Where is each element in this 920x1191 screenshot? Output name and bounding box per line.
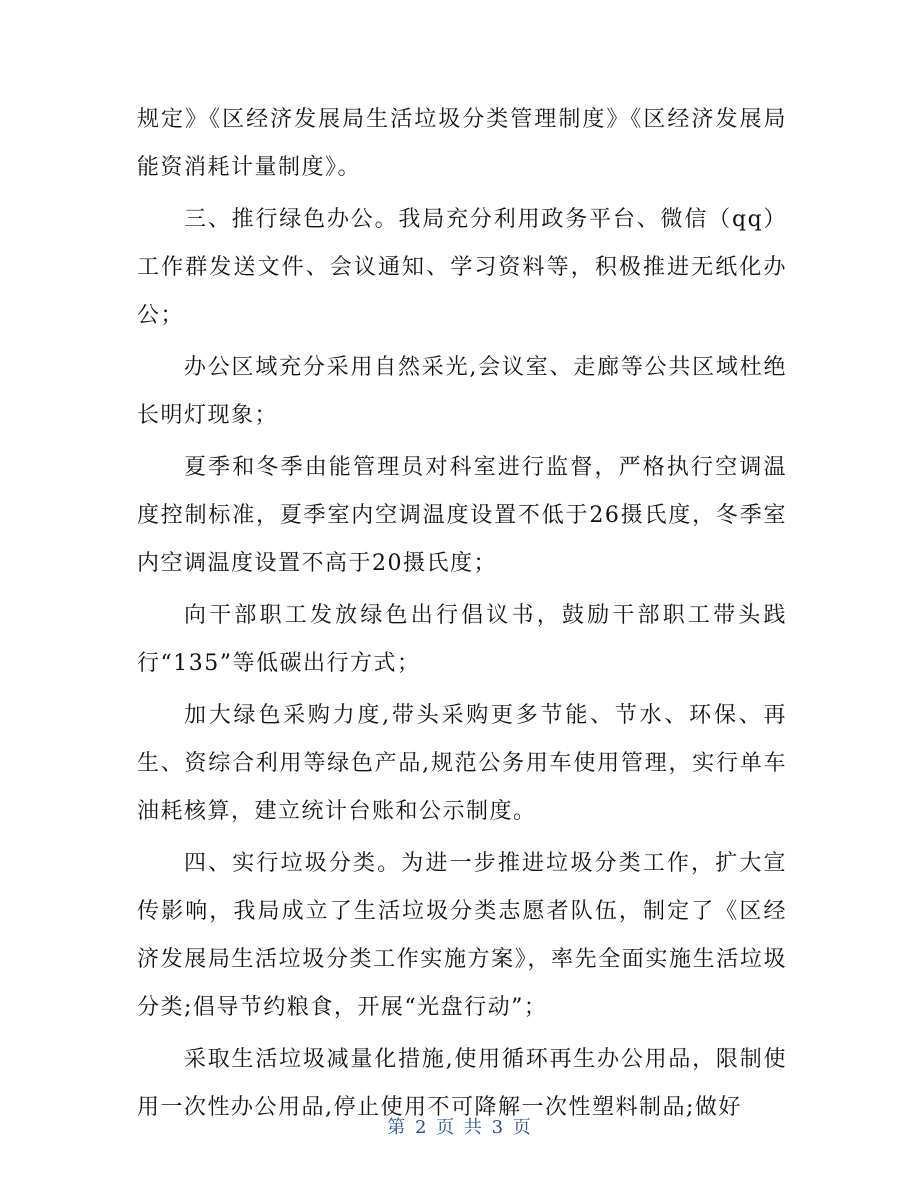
- page-number-footer: 第 2 页 共 3 页: [387, 1117, 533, 1138]
- paragraph-7: 四、实行垃圾分类。为进一步推进垃圾分类工作，扩大宣传影响，我局成立了生活垃圾分类志愿者队伍，制定了《区经济发展局生活垃圾分类工作实施方案》，率先全面实施生活垃圾分类;倡导节约粮食，开展“光盘行动”；: [137, 851, 787, 1020]
- paragraph-4: 夏季和冬季由能管理员对科室进行监督，严格执行空调温度控制标准，夏季室内空调温度设置不低于26摄氏度，冬季室内空调温度设置不高于20摄氏度；: [137, 455, 787, 576]
- document-body: [137, 96, 787, 1132]
- paragraph-5: 向干部职工发放绿色出行倡议书，鼓励干部职工带头践行“135”等低碳出行方式；: [137, 603, 787, 676]
- paragraph-1: 规定》《区经济发展局生活垃圾分类管理制度》《区经济发展局能资消耗计量制度》。: [137, 107, 787, 180]
- paragraph-2: 三、推行绿色办公。我局充分利用政务平台、微信（qq）工作群发送文件、会议通知、学习资料等，积极推进无纸化办公；: [137, 207, 787, 328]
- paragraph-3: 办公区域充分采用自然采光,会议室、走廊等公共区域杜绝长明灯现象；: [137, 355, 787, 428]
- paragraph-6: 加大绿色采购力度,带头采购更多节能、节水、环保、再生、资综合利用等绿色产品,规范公务用车使用管理，实行单车油耗核算，建立统计台账和公示制度。: [137, 703, 787, 824]
- paragraph-8: 采取生活垃圾减量化措施,使用循环再生办公用品，限制使用一次性办公用品,停止使用不可降解一次性塑料制品;做好: [137, 1047, 787, 1120]
